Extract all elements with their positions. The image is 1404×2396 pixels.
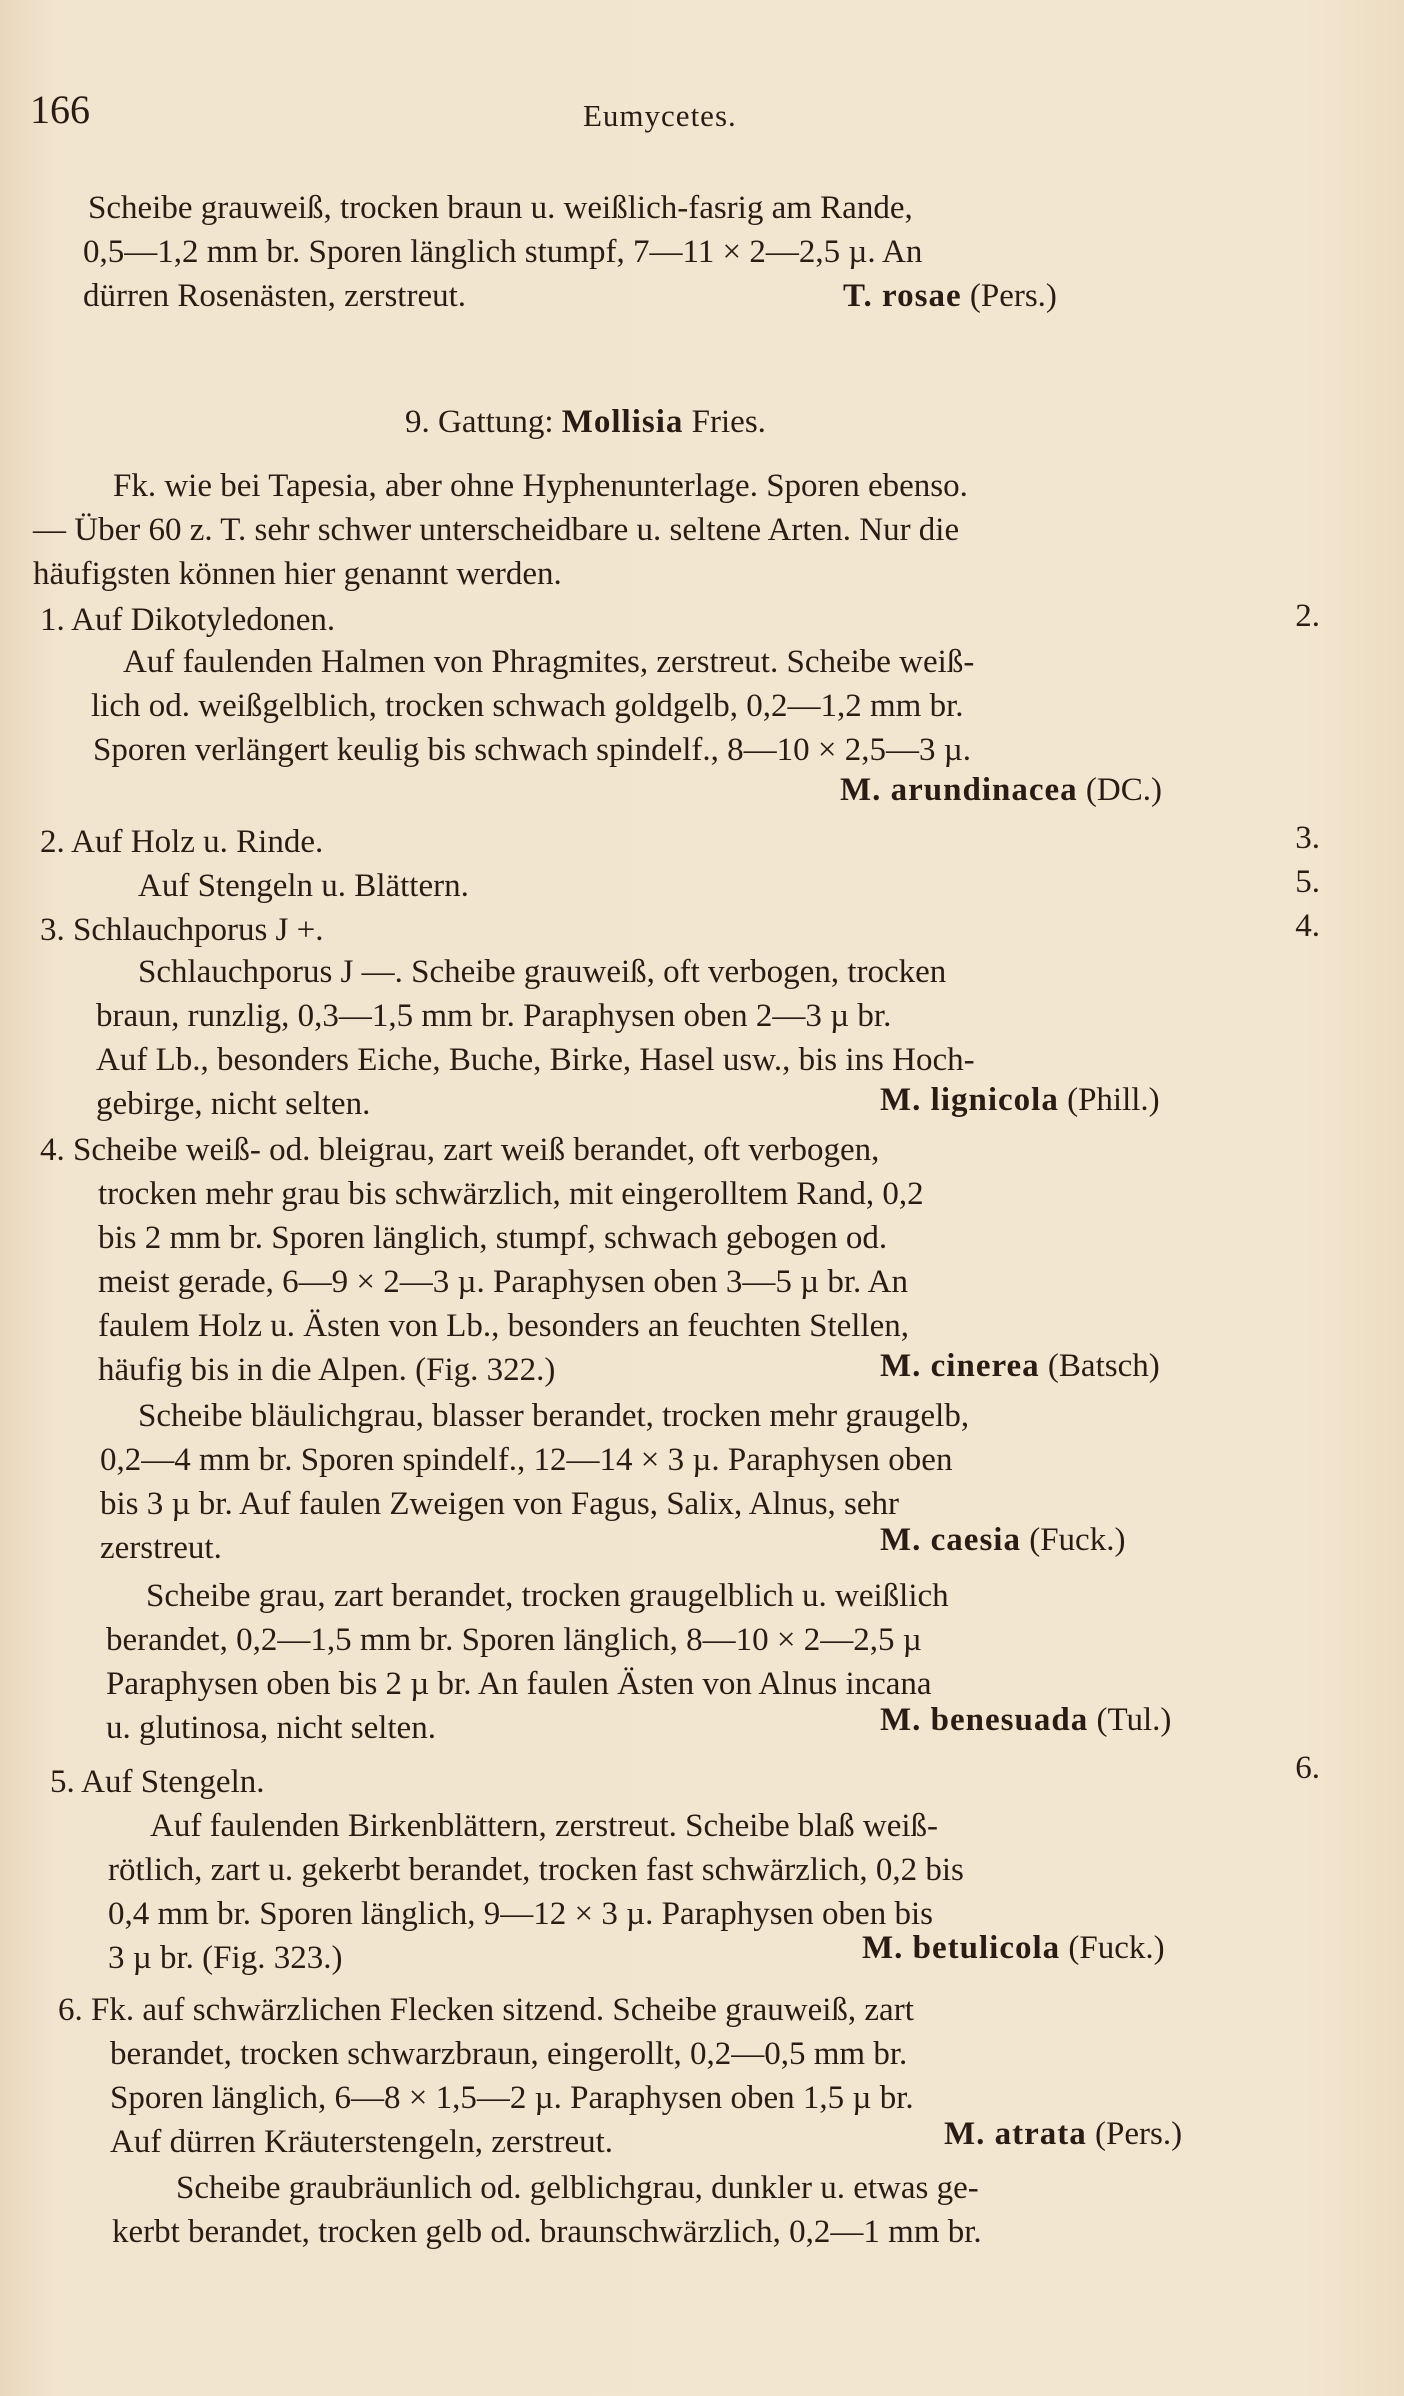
text-line: Auf faulenden Birkenblättern, zerstreut. Scheibe blaß weiß- — [150, 1808, 939, 1844]
species-name: M. lignicola (Phill.) — [880, 1082, 1160, 1118]
species-name: M. betulicola (Fuck.) — [862, 1930, 1165, 1966]
text-line: 3 µ br. (Fig. 323.) — [108, 1940, 343, 1976]
text-line: — Über 60 z. T. sehr schwer unterscheidbare u. seltene Arten. Nur die — [33, 512, 960, 548]
species-name: M. caesia (Fuck.) — [880, 1522, 1126, 1558]
text-line: Sporen verlängert keulig bis schwach spindelf., 8—10 × 2,5—3 µ. — [93, 732, 972, 768]
species-name: T. rosae (Pers.) — [843, 278, 1057, 314]
text-line: braun, runzlig, 0,3—1,5 mm br. Paraphysen oben 2—3 µ br. — [96, 998, 892, 1034]
text-line: häufig bis in die Alpen. (Fig. 322.) — [98, 1352, 556, 1388]
text-line: zerstreut. — [100, 1530, 222, 1566]
text-line: Schlauchporus J —. Scheibe grauweiß, oft verbogen, trocken — [138, 954, 947, 990]
page-number: 166 — [30, 87, 90, 132]
key-ref: 6. — [1295, 1750, 1320, 1786]
text-line: Fk. wie bei Tapesia, aber ohne Hyphenunterlage. Sporen ebenso. — [113, 468, 968, 504]
text-line: Scheibe grauweiß, trocken braun u. weißlich-fasrig am Rande, — [88, 190, 913, 226]
text-line: 0,4 mm br. Sporen länglich, 9—12 × 3 µ. Paraphysen oben bis — [108, 1896, 933, 1932]
text-line: Scheibe grau, zart berandet, trocken graugelblich u. weißlich — [146, 1578, 949, 1614]
text-line: kerbt berandet, trocken gelb od. braunschwärzlich, 0,2—1 mm br. — [112, 2214, 982, 2250]
text-line: Paraphysen oben bis 2 µ br. An faulen Ästen von Alnus incana — [106, 1666, 932, 1702]
text-line: bis 3 µ br. Auf faulen Zweigen von Fagus, Salix, Alnus, sehr — [100, 1486, 900, 1522]
text-line: gebirge, nicht selten. — [96, 1086, 371, 1122]
species-name: M. benesuada (Tul.) — [880, 1702, 1172, 1738]
text-line: 0,5—1,2 mm br. Sporen länglich stumpf, 7—11 × 2—2,5 µ. An — [83, 234, 923, 270]
genus-heading: 9. Gattung: Mollisia Fries. — [405, 404, 766, 440]
key-item: 3. Schlauchporus J +. — [40, 912, 324, 948]
key-item: 1. Auf Dikotyledonen. — [40, 602, 336, 638]
text-line: dürren Rosenästen, zerstreut. — [83, 278, 467, 314]
key-item: 6. Fk. auf schwärzlichen Flecken sitzend. Scheibe grauweiß, zart — [58, 1992, 914, 2028]
key-item: 2. Auf Holz u. Rinde. — [40, 824, 324, 860]
species-name: M. cinerea (Batsch) — [880, 1348, 1160, 1384]
text-line: u. glutinosa, nicht selten. — [106, 1710, 436, 1746]
text-line: lich od. weißgelblich, trocken schwach goldgelb, 0,2—1,2 mm br. — [91, 688, 964, 724]
key-item: 5. Auf Stengeln. — [50, 1764, 265, 1800]
species-name: M. atrata (Pers.) — [944, 2116, 1183, 2152]
text-line: bis 2 mm br. Sporen länglich, stumpf, schwach gebogen od. — [98, 1220, 888, 1256]
key-ref: 3. — [1295, 820, 1320, 856]
text-line: trocken mehr grau bis schwärzlich, mit eingerolltem Rand, 0,2 — [98, 1176, 924, 1212]
text-line: Auf Stengeln u. Blättern. — [138, 868, 469, 904]
text-line: berandet, 0,2—1,5 mm br. Sporen länglich, 8—10 × 2—2,5 µ — [106, 1622, 922, 1658]
key-item: 4. Scheibe weiß- od. bleigrau, zart weiß berandet, oft verbogen, — [40, 1132, 880, 1168]
text-line: Auf faulenden Halmen von Phragmites, zerstreut. Scheibe weiß- — [123, 644, 975, 680]
text-line: meist gerade, 6—9 × 2—3 µ. Paraphysen oben 3—5 µ br. An — [98, 1264, 909, 1300]
species-name: M. arundinacea (DC.) — [840, 772, 1162, 808]
text-line: Sporen länglich, 6—8 × 1,5—2 µ. Paraphysen oben 1,5 µ br. — [110, 2080, 914, 2116]
text-line: Auf dürren Kräuterstengeln, zerstreut. — [110, 2124, 614, 2160]
key-ref: 5. — [1295, 864, 1320, 900]
key-ref: 2. — [1295, 598, 1320, 634]
text-line: 0,2—4 mm br. Sporen spindelf., 12—14 × 3 µ. Paraphysen oben — [100, 1442, 953, 1478]
key-ref: 4. — [1295, 908, 1320, 944]
text-line: Auf Lb., besonders Eiche, Buche, Birke, Hasel usw., bis ins Hoch- — [96, 1042, 975, 1078]
text-line: häufigsten können hier genannt werden. — [33, 556, 562, 592]
text-line: rötlich, zart u. gekerbt berandet, trocken fast schwärzlich, 0,2 bis — [108, 1852, 964, 1888]
running-title: Eumycetes. — [583, 98, 737, 133]
text-line: Scheibe graubräunlich od. gelblichgrau, dunkler u. etwas ge- — [176, 2170, 979, 2206]
text-line: faulem Holz u. Ästen von Lb., besonders an feuchten Stellen, — [98, 1308, 910, 1344]
text-line: berandet, trocken schwarzbraun, eingerollt, 0,2—0,5 mm br. — [110, 2036, 908, 2072]
text-line: Scheibe bläulichgrau, blasser berandet, trocken mehr graugelb, — [138, 1398, 970, 1434]
